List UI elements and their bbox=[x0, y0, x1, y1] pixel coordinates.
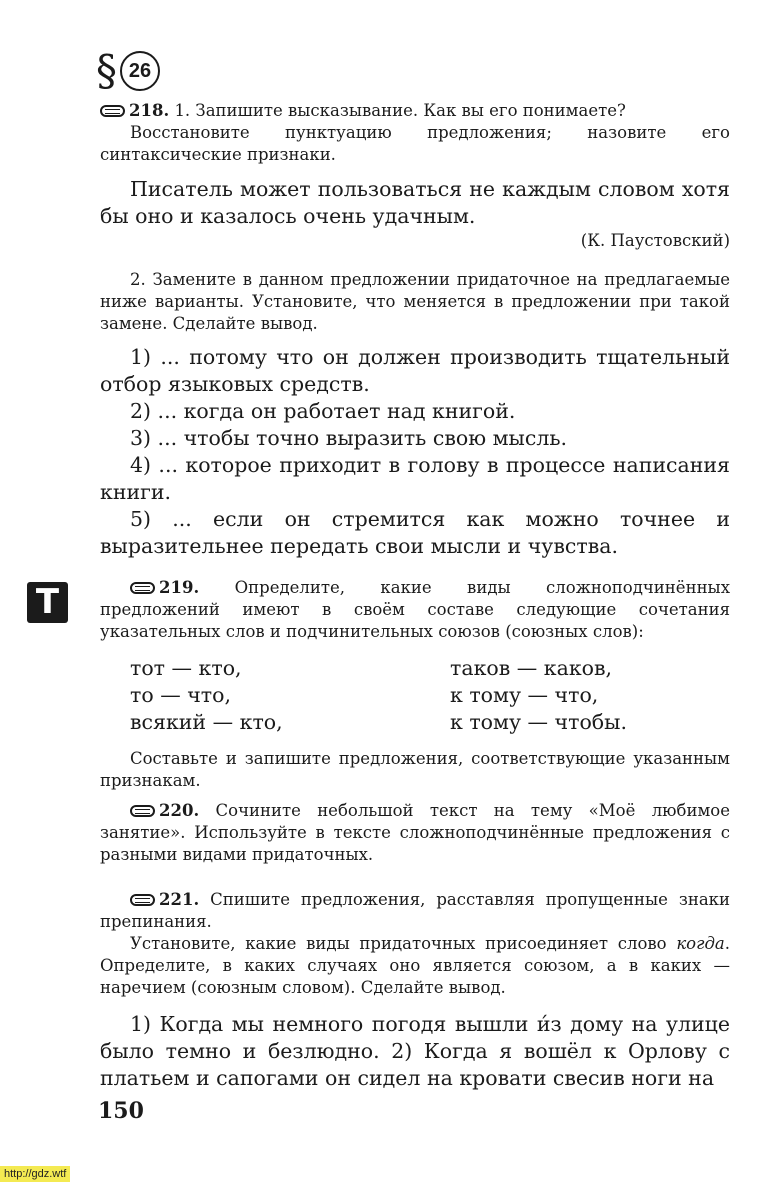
option-2: 2) ... когда он работает над книгой. bbox=[130, 399, 516, 423]
exercise-218 bbox=[100, 100, 730, 560]
ex218-task2: 2. Замените в данном предложении придаточное на предлагаемые ниже варианты. Установите, что меняется в предложении при такой замене. Сделайте вывод. bbox=[100, 270, 730, 333]
ex221-text2: Установите, какие виды придаточных присоединяет слово когда. Определите, в каких случаях оно является союзом, а в каких — наречием (союзным словом). Сделайте вывод. bbox=[100, 934, 730, 997]
pen-icon bbox=[130, 805, 155, 817]
ex218-task1-line2: Восстановите пунктуацию предложения; назовите его синтаксические признаки. bbox=[100, 123, 730, 164]
option-5: 5) ... если он стремится как можно точнее и выразительнее передать свои мысли и чувства. bbox=[100, 507, 730, 558]
ex221-text1 bbox=[100, 889, 730, 933]
pair-right-3: к тому — чтобы. bbox=[450, 710, 627, 734]
pair-left-3: всякий — кто, bbox=[130, 710, 283, 734]
test-marker-icon: Т bbox=[27, 582, 68, 623]
pen-icon bbox=[130, 894, 155, 906]
quote-author-name: К. Паустовский bbox=[587, 231, 724, 250]
pair-left-2: то — что, bbox=[130, 683, 231, 707]
site-watermark-link[interactable]: http://gdz.wtf bbox=[0, 1166, 70, 1182]
ex219-text bbox=[100, 577, 730, 643]
ex221-keyword: когда bbox=[676, 934, 725, 953]
pen-icon bbox=[100, 105, 125, 117]
exercise-number: 221. bbox=[159, 890, 200, 909]
ex219-after: Составьте и запишите предложения, соответствующие указанным признакам. bbox=[100, 749, 730, 790]
ex221-sentences: 1) Когда мы немного погодя вышли и́з дому на улице было темно и безлюдно. 2) Когда я вошёл к Орлову с платьем и сапогами он сидел на кровати свесив ноги на bbox=[100, 1012, 730, 1090]
ex219-word-pairs bbox=[130, 655, 730, 736]
quote-author: (К. Паустовский) bbox=[580, 231, 730, 250]
option-4: 4) ... которое приходит в голову в процессе написания книги. bbox=[100, 453, 730, 504]
option-3: 3) ... чтобы точно выразить свою мысль. bbox=[130, 426, 568, 450]
pair-right-2: к тому — что, bbox=[450, 683, 599, 707]
ex218-task1-line1: 1. Запишите высказывание. Как вы его понимаете? bbox=[174, 101, 626, 120]
page-number: 150 bbox=[98, 1098, 144, 1124]
exercise-219 bbox=[100, 577, 730, 792]
exercise-number: 220. bbox=[159, 801, 200, 820]
exercise-number: 219. bbox=[159, 578, 200, 597]
ex219-instruction: Определите, какие виды сложноподчинённых предложений имеют в своём составе следующие сочетания указательных слов и подчинительных союзов (союзных слов): bbox=[100, 578, 730, 641]
exercise-220 bbox=[100, 800, 730, 866]
pen-icon bbox=[130, 582, 155, 594]
exercise-number: 218. bbox=[129, 101, 170, 120]
ex218-quote: Писатель может пользоваться не каждым словом хотя бы оно и казалось очень удачным. bbox=[100, 177, 730, 228]
pair-left-1: тот — кто, bbox=[130, 656, 242, 680]
ex218-options bbox=[100, 344, 730, 560]
ex218-task1 bbox=[100, 100, 730, 122]
option-1: 1) ... потому что он должен производить тщательный отбор языковых средств. bbox=[100, 345, 730, 396]
section-heading bbox=[96, 46, 160, 95]
exercise-221 bbox=[100, 889, 730, 1092]
ex220-instruction: Сочините небольшой текст на тему «Моё любимое занятие». Используйте в тексте сложноподчинённые предложения с разными видами придаточных. bbox=[100, 801, 731, 864]
ex220-text bbox=[100, 800, 730, 866]
section-number-badge: 26 bbox=[120, 51, 160, 91]
pair-right-1: таков — каков, bbox=[450, 656, 613, 680]
section-sign: § bbox=[96, 46, 117, 95]
ex221-instruction: Спишите предложения, расставляя пропущенные знаки препинания. bbox=[100, 890, 730, 931]
